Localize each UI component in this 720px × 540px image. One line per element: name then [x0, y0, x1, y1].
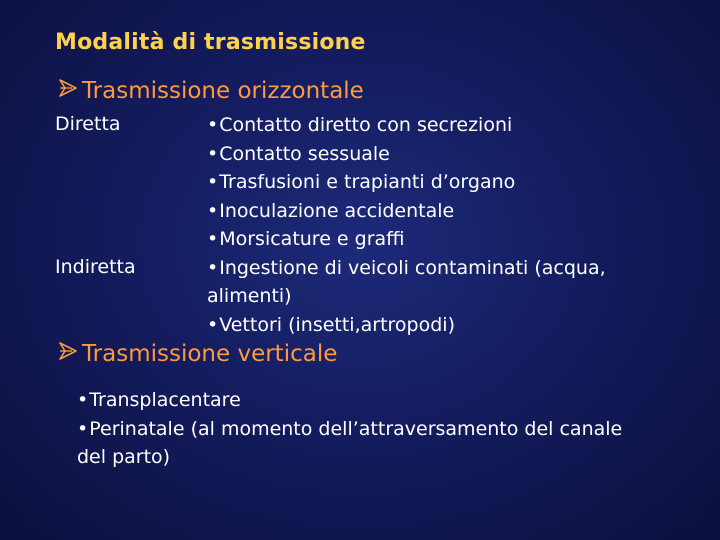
list-item: •Vettori (insetti,artropodi) [207, 313, 455, 336]
heading-vertical-transmission [58, 341, 337, 367]
slide-title: Modalità di trasmissione [55, 30, 366, 55]
bullet-dot-icon: • [207, 228, 219, 250]
bullet-dot-icon: • [207, 114, 219, 136]
vertical-transmission-list [77, 386, 637, 472]
label-indirect: Indiretta [55, 256, 136, 278]
arrowhead-bullet-icon [58, 341, 80, 367]
bullet-dot-icon: • [207, 142, 219, 165]
list-item: •Contatto diretto con secrezioni [207, 114, 513, 136]
bullet-dot-icon: • [207, 313, 219, 336]
bullet-dot-icon: • [77, 389, 89, 411]
heading-horizontal-text: Trasmissione orizzontale [82, 78, 364, 104]
heading-vertical-text: Trasmissione verticale [82, 341, 338, 367]
list-item: •Trasfusioni e trapianti d’organo [207, 171, 516, 193]
bullet-dot-icon: • [77, 417, 89, 440]
bullet-dot-icon: • [207, 171, 219, 193]
horizontal-transmission-list [207, 111, 667, 339]
list-item: •Perinatale (al momento dell’attraversamento del canale del parto) [77, 417, 623, 468]
heading-horizontal-transmission [58, 78, 364, 104]
list-item: •Ingestione di veicoli contaminati (acqua, alimenti) [207, 256, 606, 307]
label-direct: Diretta [55, 113, 121, 135]
arrowhead-bullet-icon [58, 78, 80, 104]
bullet-dot-icon: • [207, 199, 219, 222]
list-item: •Contatto sessuale [207, 142, 390, 165]
list-item: •Morsicature e graffi [207, 228, 405, 250]
bullet-dot-icon: • [207, 256, 219, 279]
list-item: •Inoculazione accidentale [207, 199, 455, 222]
list-item: •Transplacentare [77, 389, 241, 411]
